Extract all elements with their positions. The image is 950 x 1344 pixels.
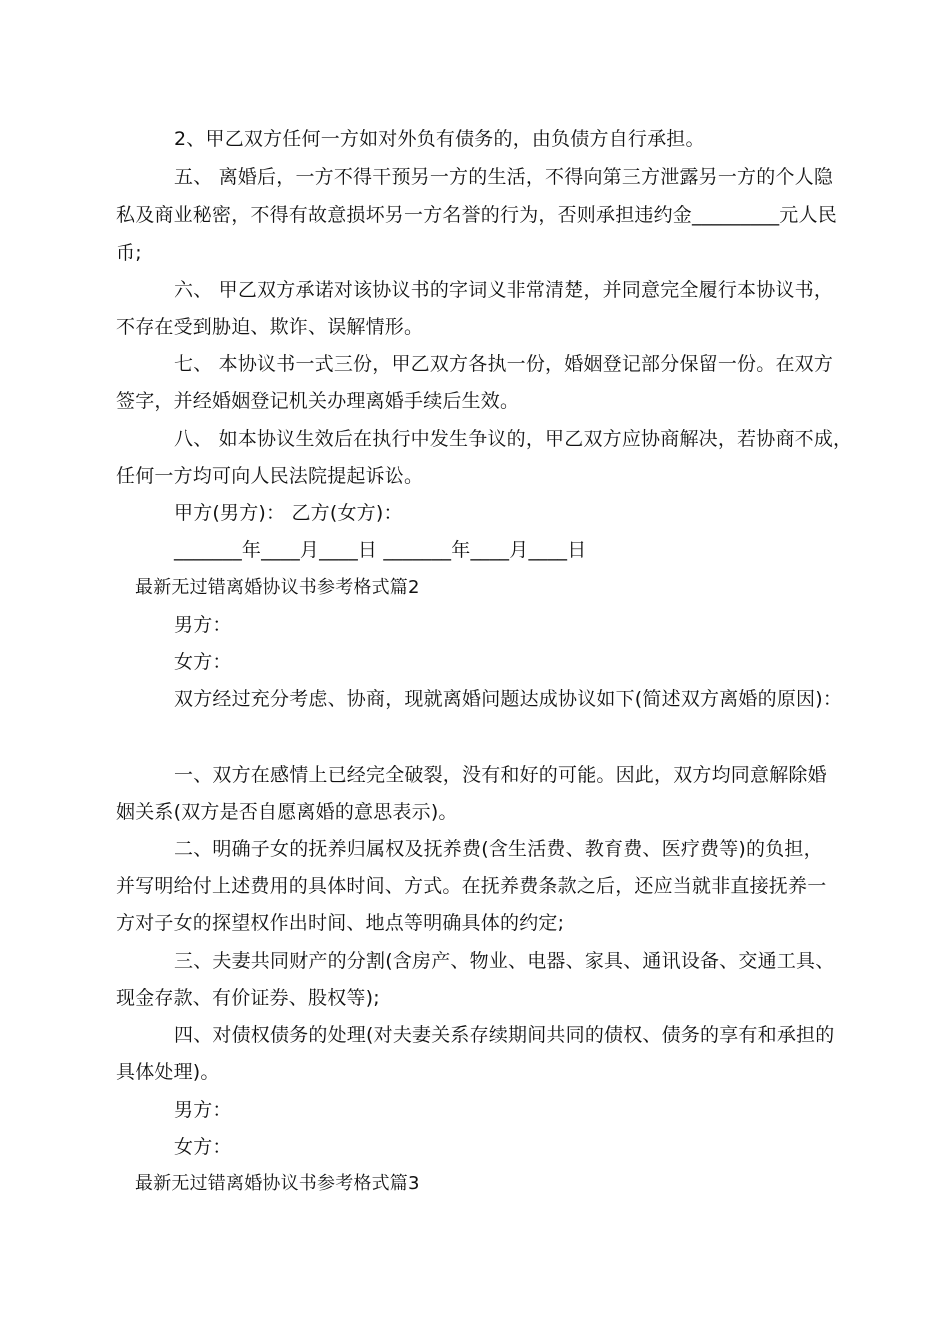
item-3-line-2: 现金存款、有价证券、股权等);: [116, 987, 380, 1009]
signature-date-line: _______年____月____日 _______年____月____日: [174, 539, 587, 561]
item-2-line-2: 并写明给付上述费用的具体时间、方式。在抚养费条款之后，还应当就非直接抚养一: [116, 875, 827, 897]
female-signature-label: 女方：: [174, 1136, 232, 1158]
signature-parties-line: 甲方(男方)： 乙方(女方)：: [174, 502, 403, 524]
section-heading-3: 最新无过错离婚协议书参考格式篇3: [135, 1173, 420, 1194]
clause-6-line-2: 不存在受到胁迫、欺诈、误解情形。: [116, 316, 424, 338]
clause-7-line-1: 七、 本协议书一式三份，甲乙双方各执一份，婚姻登记部分保留一份。在双方: [174, 353, 834, 375]
clause-7-line-2: 签字，并经婚姻登记机关办理离婚手续后生效。: [116, 390, 520, 412]
item-1-line-1: 一、双方在感情上已经完全破裂，没有和好的可能。因此，双方均同意解除婚: [174, 764, 827, 786]
agreement-intro-line: 双方经过充分考虑、协商，现就离婚问题达成协议如下(简述双方离婚的原因)：: [174, 688, 843, 710]
clause-8-line-2: 任何一方均可向人民法院提起诉讼。: [116, 465, 424, 487]
clause-5-line-2: 私及商业秘密，不得有故意损坏另一方名誉的行为，否则承担违约金_________元人民: [116, 204, 837, 226]
clause-5-line-1: 五、 离婚后，一方不得干预另一方的生活，不得向第三方泄露另一方的个人隐: [174, 166, 834, 188]
item-4-line-1: 四、对债权债务的处理(对夫妻关系存续期间共同的债权、债务的享有和承担的: [174, 1024, 835, 1046]
male-signature-label: 男方：: [174, 1099, 232, 1121]
item-4-line-2: 具体处理)。: [116, 1061, 220, 1083]
clause-5-line-3: 币;: [116, 242, 142, 264]
item-3-line-1: 三、夫妻共同财产的分割(含房产、物业、电器、家具、通讯设备、交通工具、: [174, 950, 835, 972]
clause-8-line-1: 八、 如本协议生效后在执行中发生争议的，甲乙双方应协商解决，若协商不成，: [174, 428, 853, 450]
female-party-label: 女方：: [174, 651, 232, 673]
clause-6-line-1: 六、 甲乙双方承诺对该协议书的字词义非常清楚，并同意完全履行本协议书，: [174, 279, 834, 301]
section-heading-2: 最新无过错离婚协议书参考格式篇2: [135, 577, 420, 598]
male-party-label: 男方：: [174, 614, 232, 636]
item-2-line-3: 方对子女的探望权作出时间、地点等明确具体的约定;: [116, 912, 565, 934]
debt-clause-line: 2、甲乙双方任何一方如对外负有债务的，由负债方自行承担。: [174, 128, 705, 150]
item-2-line-1: 二、明确子女的抚养归属权及抚养费(含生活费、教育费、医疗费等)的负担，: [174, 838, 823, 860]
item-1-line-2: 姻关系(双方是否自愿离婚的意思表示)。: [116, 801, 458, 823]
